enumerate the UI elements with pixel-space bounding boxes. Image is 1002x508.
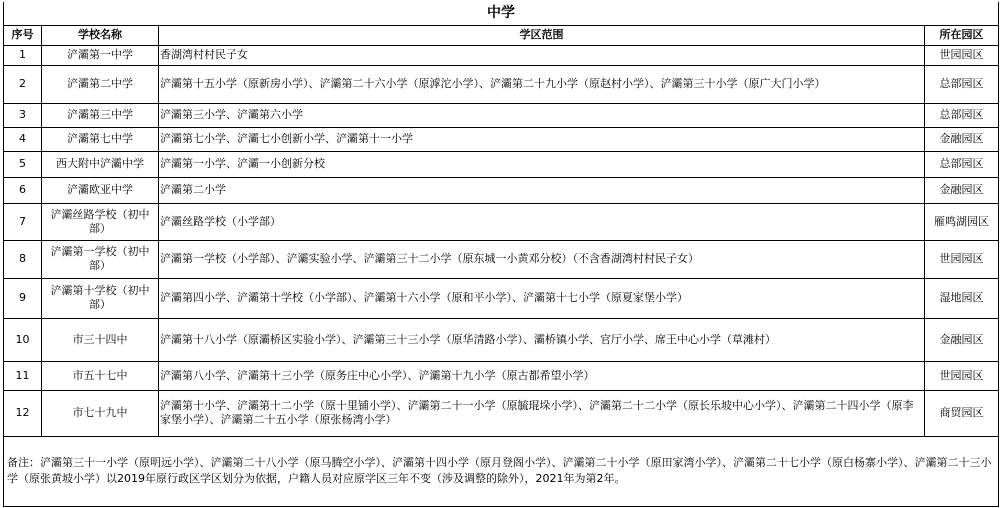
header-school: 学校名称: [42, 25, 159, 45]
row-school: 浐灞第三中学: [42, 103, 159, 127]
row-index: 8: [4, 240, 42, 278]
row-school: 浐灞第二中学: [42, 65, 159, 103]
row-park: 商贸园区: [925, 390, 999, 436]
row-district: 香湖湾村村民子女: [159, 45, 925, 65]
row-school: 浐灞第一学校（初中部）: [42, 240, 159, 278]
row-school: 市五十七中: [42, 361, 159, 390]
row-district: 浐灞第四小学、浐灞第十学校（小学部）、浐灞第十六小学（原和平小学）、浐灞第十七小学（原夏家堡小学）: [159, 278, 925, 318]
row-index: 1: [4, 45, 42, 65]
table-row: [4, 240, 999, 278]
table-row: [4, 278, 999, 318]
row-school: 市七十九中: [42, 390, 159, 436]
table-row: [4, 318, 999, 361]
row-park: 金融园区: [925, 177, 999, 203]
row-district: 浐灞第十小学、浐灞第十二小学（原十里铺小学）、浐灞第二十一小学（原毓琨垛小学）、浐灞第二十二小学（原长乐坡中心小学）、浐灞第二十四小学（原李家堡小学）、浐灞第二十五小学（原张杨湾小学）: [159, 390, 925, 436]
row-school: 浐灞丝路学校（初中部）: [42, 203, 159, 240]
row-index: 11: [4, 361, 42, 390]
row-district: 浐灞第三小学、浐灞第六小学: [159, 103, 925, 127]
row-index: 2: [4, 65, 42, 103]
table-row: [4, 127, 999, 151]
footnote: 备注：浐灞第三十一小学（原明远小学）、浐灞第二十八小学（原马腾空小学）、浐灞第十四小学（原月登阁小学）、浐灞第二十小学（原田家湾小学）、浐灞第二十七小学（原白杨寨小学）、浐灞第二十三小学（原张黄坡小学）以2019年原行政区学区划分为依据，户籍人员对应原学区三年不变（涉及调整的除外），2021年为第2年。: [7, 456, 992, 485]
row-district: 浐灞第十五小学（原新房小学）、浐灞第二十六小学（原滹沱小学）、浐灞第二十九小学（原赵村小学）、浐灞第三十小学（原广大门小学）: [159, 65, 925, 103]
row-park: 金融园区: [925, 318, 999, 361]
row-district: 浐灞第十八小学（原灞桥区实验小学）、浐灞第三十三小学（原华清路小学）、灞桥镇小学、官厅小学、席王中心小学（草滩村）: [159, 318, 925, 361]
table-row: [4, 65, 999, 103]
row-school: 浐灞第一中学: [42, 45, 159, 65]
table-row: [4, 390, 999, 436]
school-district-table: [3, 2, 999, 437]
row-index: 12: [4, 390, 42, 436]
row-park: 雁鸣湖园区: [925, 203, 999, 240]
table-row: [4, 103, 999, 127]
row-park: 总部园区: [925, 65, 999, 103]
row-park: 湿地园区: [925, 278, 999, 318]
table-row: [4, 361, 999, 390]
header-district: 学区范围: [159, 25, 925, 45]
row-index: 9: [4, 278, 42, 318]
row-index: 5: [4, 151, 42, 177]
row-park: 总部园区: [925, 151, 999, 177]
row-park: 世园园区: [925, 361, 999, 390]
row-index: 6: [4, 177, 42, 203]
row-school: 浐灞欧亚中学: [42, 177, 159, 203]
row-district: 浐灞第八小学、浐灞第十三小学（原务庄中心小学）、浐灞第十九小学（原古都希望小学）: [159, 361, 925, 390]
header-park: 所在园区: [925, 25, 999, 45]
table-row: [4, 45, 999, 65]
row-district: 浐灞第一学校（小学部）、浐灞实验小学、浐灞第三十二小学（原东城一小黄邓分校）（不含香湖湾村村民子女）: [159, 240, 925, 278]
table-row: [4, 151, 999, 177]
school-district-sheet: [3, 2, 999, 507]
row-school: 西大附中浐灞中学: [42, 151, 159, 177]
row-park: 世园园区: [925, 240, 999, 278]
table-row: [4, 177, 999, 203]
row-park: 金融园区: [925, 127, 999, 151]
row-district: 浐灞丝路学校（小学部）: [159, 203, 925, 240]
row-district: 浐灞第二小学: [159, 177, 925, 203]
row-school: 市三十四中: [42, 318, 159, 361]
row-school: 浐灞第十学校（初中部）: [42, 278, 159, 318]
table-title: 中学: [4, 2, 999, 25]
row-index: 4: [4, 127, 42, 151]
row-park: 总部园区: [925, 103, 999, 127]
table-row: [4, 203, 999, 240]
header-row: [4, 25, 999, 45]
row-index: 3: [4, 103, 42, 127]
row-park: 世园园区: [925, 45, 999, 65]
row-index: 10: [4, 318, 42, 361]
row-index: 7: [4, 203, 42, 240]
row-district: 浐灞第七小学、浐灞七小创新小学、浐灞第十一小学: [159, 127, 925, 151]
row-school: 浐灞第七中学: [42, 127, 159, 151]
header-index: 序号: [4, 25, 42, 45]
row-district: 浐灞第一小学、浐灞一小创新分校: [159, 151, 925, 177]
